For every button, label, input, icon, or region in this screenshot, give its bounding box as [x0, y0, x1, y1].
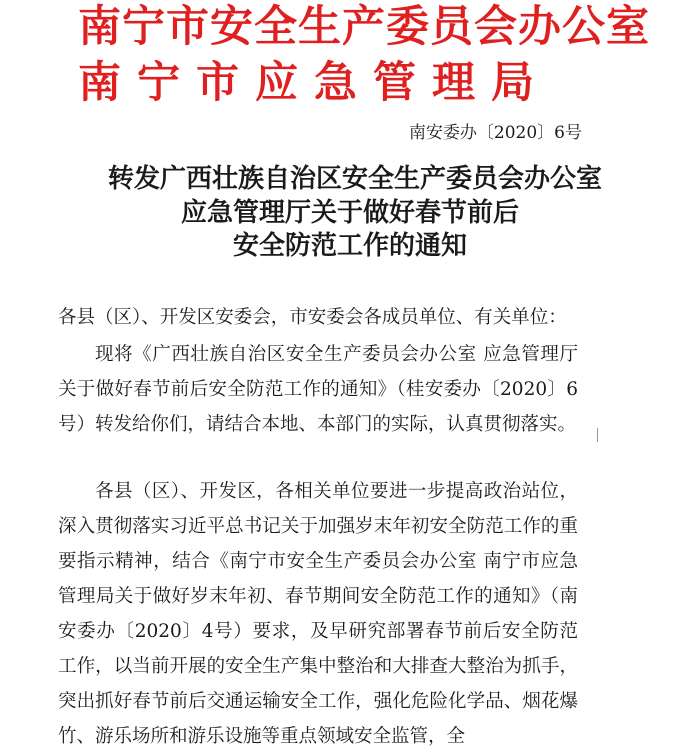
issuer-header-line-1: 南宁市安全生产委员会办公室	[78, 2, 650, 52]
document-title-line-1: 转发广西壮族自治区安全生产委员会办公室	[107, 164, 602, 194]
body-paragraph-2	[58, 474, 578, 754]
issuer-header-line-2: 南宁市应急管理局	[78, 58, 550, 108]
document-title-line-3: 安全防范工作的通知	[232, 231, 467, 261]
paragraph-text: 现将《广西壮族自治区安全生产委员会办公室 应急管理厅关于做好春节前后安全防范工作的通知》（桂安委办〔2020〕6号）转发给你们，请结合本地、本部门的实际，认真贯彻落实。	[58, 344, 578, 435]
body-paragraph-1	[58, 337, 578, 442]
margin-mark	[597, 428, 604, 442]
salutation-text: 各县（区）、开发区安委会，市安委会各成员单位、有关单位：	[58, 307, 567, 328]
paragraph-text: 各县（区）、开发区，各相关单位要进一步提高政治站位，深入贯彻落实习近平总书记关于加强岁末年初安全防范工作的重要指示精神，结合《南宁市安全生产委员会办公室 南宁市应急管理局关于做好岁末年初、春节期间安全防范工作的通知》（南安委办〔2020〕4号）要求，及早研究部署春节前后安全防范工作，以当前开展的安全生产集中整治和大排查大整治为抓手，突出抓好春节前后交通运输安全工作，强化危险化学品、烟花爆竹、游乐场所和游乐设施等重点领域安全监管，全	[58, 481, 578, 747]
document-title-line-2: 应急管理厅关于做好春节前后	[180, 198, 519, 228]
salutation	[58, 300, 578, 335]
document-number: 南安委办〔2020〕6号	[408, 123, 582, 143]
